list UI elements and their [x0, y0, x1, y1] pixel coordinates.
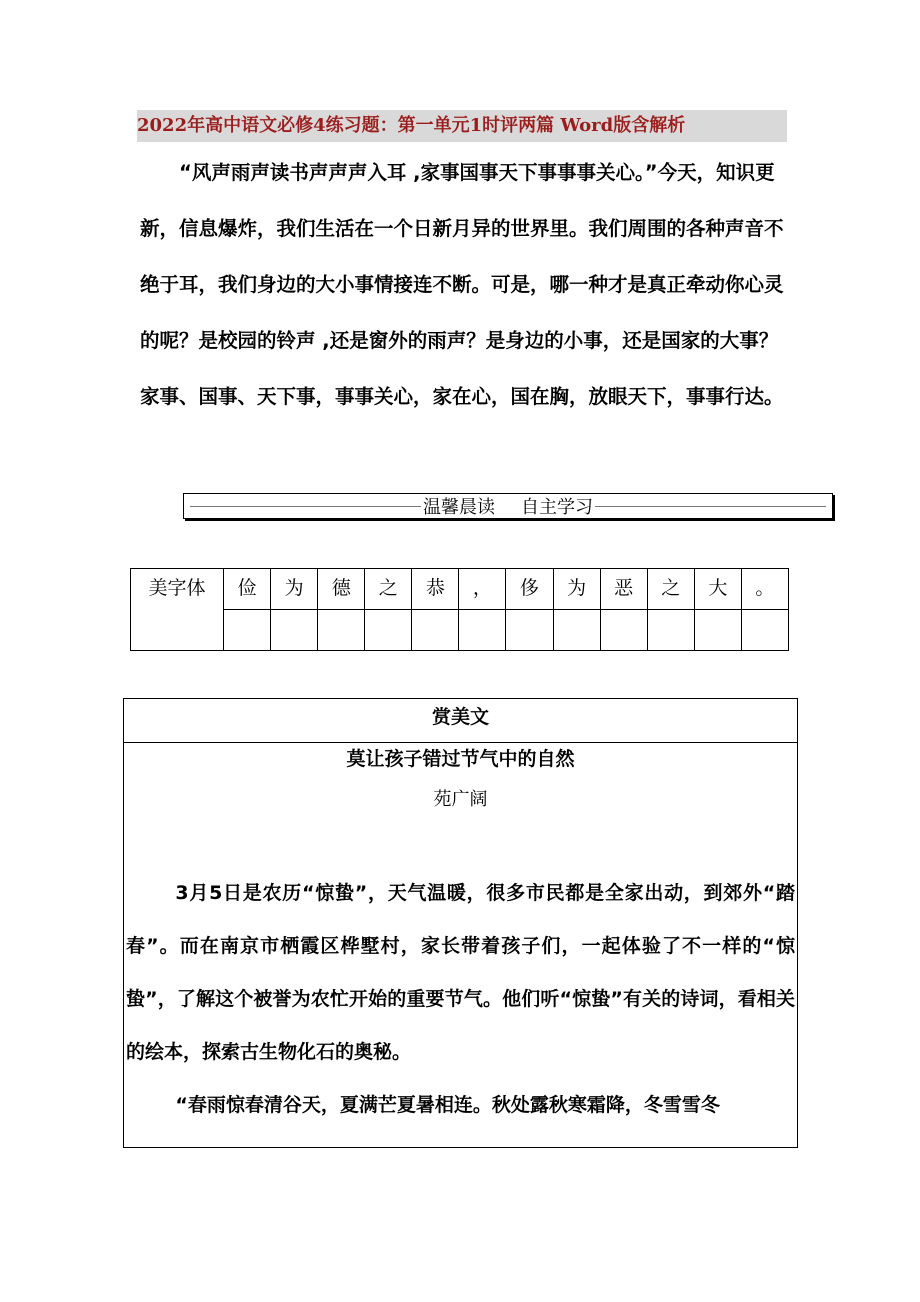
practice-cell — [600, 610, 647, 651]
practice-cell — [412, 610, 459, 651]
banner-text-left: 温馨晨读 — [423, 497, 495, 518]
calligraphy-char: 之 — [365, 569, 412, 610]
calligraphy-char: 德 — [318, 569, 365, 610]
intro-section — [140, 145, 790, 425]
calligraphy-char: 之 — [647, 569, 694, 610]
practice-cell — [365, 610, 412, 651]
calligraphy-char: 大 — [694, 569, 741, 610]
article-paragraph: “春雨惊春清谷天，夏满芒夏暑相连。秋处露秋寒霜降，冬雪雪冬 — [175, 1094, 720, 1116]
intro-paragraph: “风声雨声读书声声声入耳 ,家事国事天下事事事关心。”今天，知识更新，信息爆炸，我们生活在一个日新月异的世界里。我们周围的各种声音不绝于耳，我们身边的大小事情接连不断。可是，哪一种才是真正牵动你心灵的呢？是校园的铃声 ,还是窗外的雨声？是身边的小事，还是国家的大事？家事、国事、天下事，事事关心，家在心，国在胸，放眼天下，事事行达。 — [140, 161, 784, 408]
practice-cell — [459, 610, 506, 651]
practice-cell — [553, 610, 600, 651]
calligraphy-char: 俭 — [224, 569, 271, 610]
calligraphy-char: 恭 — [412, 569, 459, 610]
calligraphy-char: 恶 — [600, 569, 647, 610]
practice-cell — [647, 610, 694, 651]
calligraphy-char: 为 — [553, 569, 600, 610]
practice-cell — [318, 610, 365, 651]
article-paragraph: 3月5日是农历“惊蛰”，天气温暖，很多市民都是全家出动，到郊外“踏春”。而在南京市栖霞区桦墅村，家长带着孩子们，一起体验了不一样的“惊蛰”，了解这个被誉为农忙开始的重要节气。他们听“惊蛰”有关的诗词，看相关的绘本，探索古生物化石的奥秘。 — [126, 882, 795, 1063]
banner-text-right: 自主学习 — [521, 497, 593, 518]
practice-cell — [224, 610, 271, 651]
section-label: 赏美文 — [124, 699, 797, 743]
calligraphy-char: 为 — [271, 569, 318, 610]
practice-cell — [506, 610, 553, 651]
calligraphy-char: 。 — [741, 569, 788, 610]
calligraphy-table — [130, 568, 789, 651]
calligraphy-char: 侈 — [506, 569, 553, 610]
banner-rule-left — [190, 506, 421, 507]
article-title: 莫让孩子错过节气中的自然 — [346, 748, 575, 770]
reading-box — [123, 698, 798, 1148]
banner-rule-right — [595, 506, 826, 507]
practice-cell — [694, 610, 741, 651]
article-author: 苑广阔 — [433, 789, 488, 810]
article-body — [124, 867, 797, 1132]
calligraphy-char: ， — [459, 569, 506, 610]
calligraphy-label: 美字体 — [131, 569, 224, 651]
document-title: 2022年高中语文必修4练习题：第一单元1时评两篇 Word版含解析 — [137, 110, 787, 142]
practice-cell — [271, 610, 318, 651]
section-banner — [183, 493, 833, 519]
practice-cell — [741, 610, 788, 651]
